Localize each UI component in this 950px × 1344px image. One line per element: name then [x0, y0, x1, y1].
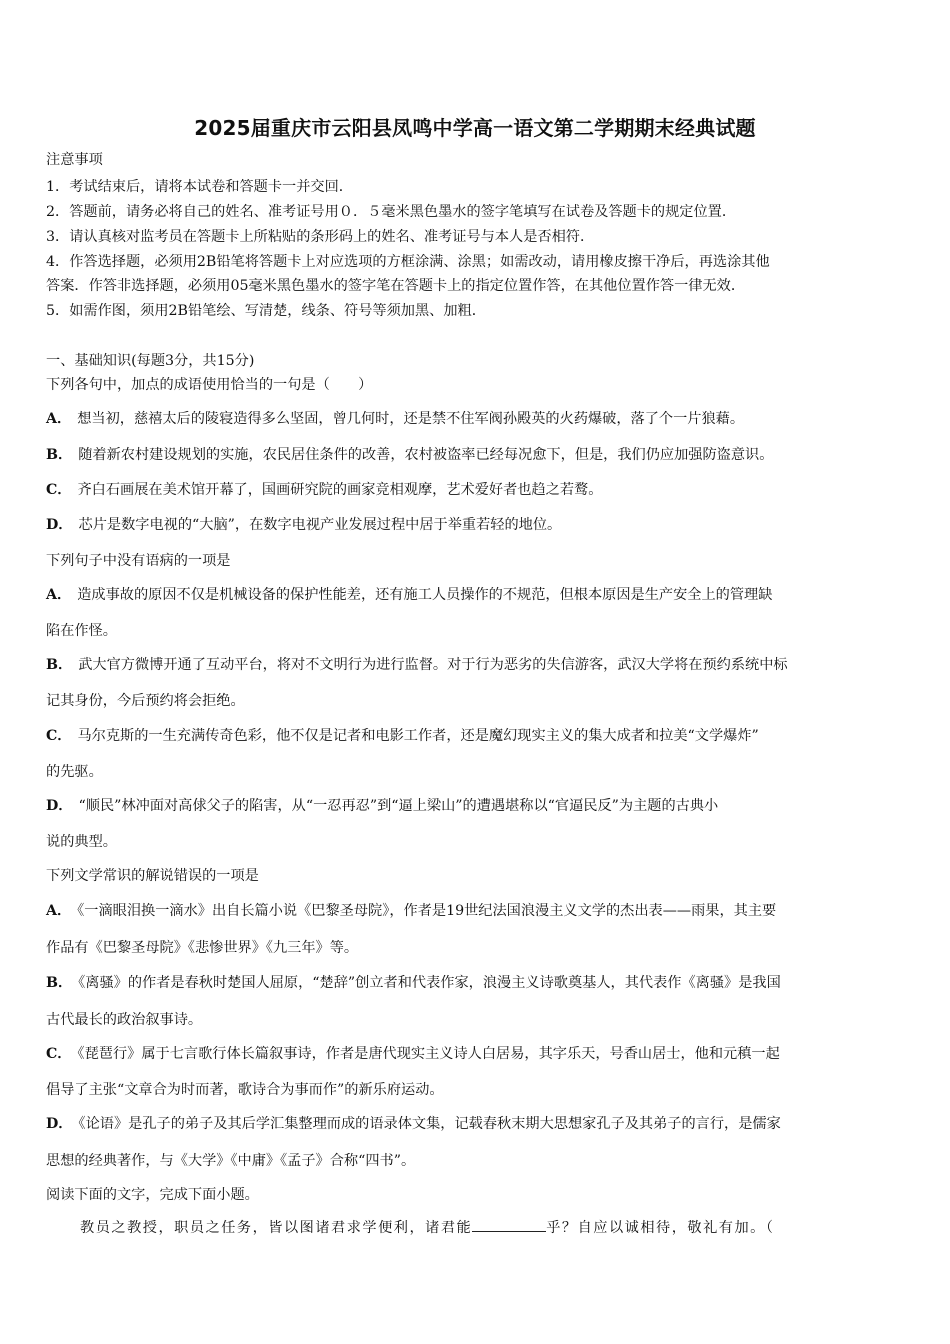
option-text: 造成事故的原因不仅是机械设备的保护性能差，还有施工人员操作的不规范，但根本原因是生产安全上的管理缺: [77, 587, 773, 603]
option-text: 马尔克斯的一生充满传奇色彩，他不仅是记者和电影工作者，还是魔幻现实主义的集大成者和拉美“文学爆炸”: [77, 728, 759, 744]
passage-end: 乎？自应以诚相待，敬礼有加。（: [546, 1220, 775, 1236]
q2-option-d-cont: 说的典型。: [46, 834, 117, 850]
notice-item-1: 1．考试结束后，请将本试卷和答题卡一并交回．: [46, 179, 353, 195]
option-label: D．: [46, 1116, 73, 1132]
option-text: 武大官方微博开通了互动平台，将对不文明行为进行监督。对于行为恶劣的失信游客，武汉大学将在预约系统中标: [78, 657, 788, 673]
exam-title: 2025届重庆市云阳县凤鸣中学高一语文第二学期期末经典试题: [194, 116, 756, 140]
notice-item-5: 5．如需作图，须用2B铅笔绘、写清楚，线条、符号等须加黑、加粗．: [46, 303, 486, 319]
q2-option-c-cont: 的先驱。: [46, 764, 103, 780]
option-label: A．: [46, 587, 72, 603]
q2-option-d[interactable]: [46, 796, 912, 816]
reading-passage: [80, 1217, 910, 1238]
option-text: 想当初，慈禧太后的陵寝造得多么坚固，曾几何时，还是禁不住军阀孙殿英的火药爆破，落了个一片狼藉。: [77, 411, 745, 427]
option-label: C．: [46, 1046, 72, 1062]
reading-instruction: 阅读下面的文字，完成下面小题。: [46, 1187, 259, 1203]
notice-item-2: 2．答题前，请务必将自己的姓名、准考证号用０．５毫米黑色墨水的签字笔填写在试卷及答题卡的规定位置．: [46, 204, 737, 220]
passage-start: 教员之教授，职员之任务，皆以图诸君求学便利，诸君能: [80, 1220, 473, 1236]
option-label: C．: [46, 728, 72, 744]
q1-option-c[interactable]: [46, 480, 912, 500]
option-label: B．: [46, 657, 73, 673]
q2-option-a[interactable]: [46, 585, 912, 605]
option-label: A．: [46, 411, 72, 427]
option-label: B．: [46, 975, 73, 991]
q2-option-b[interactable]: [46, 655, 912, 675]
q1-stem: 下列各句中，加点的成语使用恰当的一句是（ ）: [46, 377, 373, 393]
q3-option-d-cont: 思想的经典著作，与《大学》《中庸》《孟子》合称“四书”。: [46, 1153, 416, 1169]
option-text: 随着新农村建设规划的实施，农民居住条件的改善，农村被盗率已经每况愈下，但是，我们仍应加强防盗意识。: [78, 447, 774, 463]
option-label: D．: [46, 517, 73, 533]
q3-option-a-cont: 作品有《巴黎圣母院》《悲惨世界》《九三年》等。: [46, 940, 359, 956]
option-label: B．: [46, 447, 73, 463]
option-text: “顺民”林冲面对高俅父子的陷害，从“一忍再忍”到“逼上梁山”的遭遇堪称以“官逼民反”为主题的古典小: [78, 798, 719, 814]
option-label: A．: [46, 903, 72, 919]
answer-blank[interactable]: [472, 1217, 546, 1232]
q1-option-b[interactable]: [46, 445, 912, 465]
q2-option-c[interactable]: [46, 726, 912, 746]
option-text: 《琵琶行》属于七言歌行体长篇叙事诗，作者是唐代现实主义诗人白居易，其字乐天，号香山居士，他和元稹一起: [77, 1046, 780, 1062]
notice-item-4-cont: 答案．作答非选择题，必须用05毫米黑色墨水的签字笔在答题卡上的指定位置作答，在其他位置作答一律无效．: [46, 278, 746, 294]
q3-stem: 下列文学常识的解说错误的一项是: [46, 868, 259, 884]
q2-stem: 下列句子中没有语病的一项是: [46, 553, 231, 569]
section-heading: 一、基础知识(每题3分，共15分): [46, 353, 255, 369]
q1-option-d[interactable]: [46, 515, 912, 535]
option-label: C．: [46, 482, 72, 498]
q2-option-b-cont: 记其身份，今后预约将会拒绝。: [46, 693, 245, 709]
notice-item-3: 3．请认真核对监考员在答题卡上所粘贴的条形码上的姓名、准考证号与本人是否相符．: [46, 229, 595, 245]
option-text: 《一滴眼泪换一滴水》出自长篇小说《巴黎圣母院》，作者是19世纪法国浪漫主义文学的杰出表——雨果，其主要: [77, 903, 777, 919]
option-text: 齐白石画展在美术馆开幕了，国画研究院的画家竞相观摩，艺术爱好者也趋之若鹜。: [77, 482, 603, 498]
option-text: 《论语》是孔子的弟子及其后学汇集整理而成的语录体文集，记载春秋末期大思想家孔子及其弟子的言行，是儒家: [78, 1116, 781, 1132]
notice-heading: 注意事项: [46, 152, 103, 168]
q3-option-c[interactable]: [46, 1044, 912, 1064]
q1-option-a[interactable]: [46, 409, 912, 429]
option-text: 《离骚》的作者是春秋时楚国人屈原，“楚辞”创立者和代表作家，浪漫主义诗歌奠基人，其代表作《离骚》是我国: [78, 975, 781, 991]
q3-option-a[interactable]: [46, 901, 912, 921]
q3-option-c-cont: 倡导了主张“文章合为时而著，歌诗合为事而作”的新乐府运动。: [46, 1082, 444, 1098]
q3-option-d[interactable]: [46, 1114, 912, 1134]
q3-option-b[interactable]: [46, 973, 912, 993]
notice-item-4: 4．作答选择题，必须用2B铅笔将答题卡上对应选项的方框涂满、涂黑；如需改动，请用橡皮擦干净后，再选涂其他: [46, 254, 770, 270]
option-text: 芯片是数字电视的“大脑”，在数字电视产业发展过程中居于举重若轻的地位。: [78, 517, 562, 533]
q3-option-b-cont: 古代最长的政治叙事诗。: [46, 1012, 203, 1028]
option-label: D．: [46, 798, 73, 814]
q2-option-a-cont: 陷在作怪。: [46, 623, 117, 639]
